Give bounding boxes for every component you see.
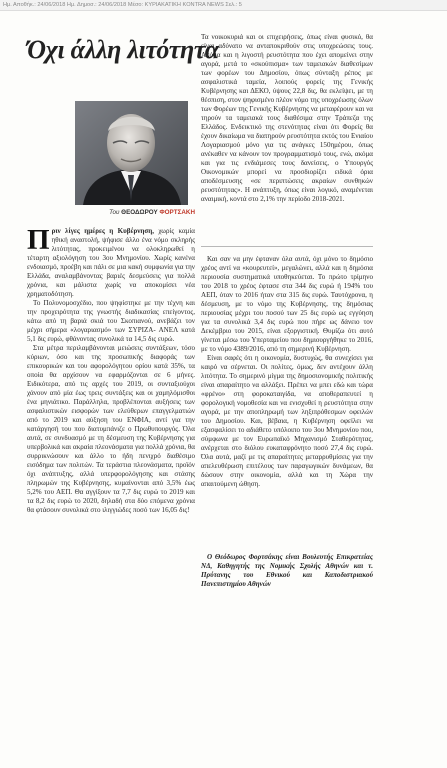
article-title: Όχι άλλη λιτότητα bbox=[27, 35, 219, 64]
drop-cap: Π bbox=[27, 224, 50, 256]
lead-in: ριν λίγες ημέρες η Κυβέρνηση, bbox=[51, 227, 154, 235]
column-divider bbox=[201, 246, 373, 247]
article-body-right bbox=[201, 255, 373, 489]
paragraph: Τα νοικοκυριά και οι επιχειρήσεις, όπως είναι φυσικό, θα είναι αδύνατο να ανταποκριθούν στις υποχρεώσεις τους. Ακόμα και η λιγοστή ρευστότητα που έχει απομείνει στην αγορά, μετά το «σκούπισμα» των ταμειακών διαθεσίμων των φορέων του Δημοσίου, όπως σύνταξη ρέπος με ασφαλιστικά ταμεία, λοιπούς φορείς της Γενικής Κυβέρνησης και ΔΕΚΟ, ύψους 22,8 δις, θα εκλείψει, με τη θέσπιση, στον ψηφισμένο πλέον νόμο της υποχρέωσης όλων των Φορέων της Γενικής Κυβέρνησης να μεταφέρουν και να τηρούν τα ταμειακά τους διαθέσιμα στην Τράπεζα της Ελλάδος. Ενδεικτικό της στενότητας είναι ότι Φορείς θα έχουν δικαίωμα να διατηρούν ρευστότητα εκτός του Ενιαίου Λογαριασμού μόνο για τις ανάγκες 150ημέρου, όπως ανέκαθεν να κάνουν τον προγραμματισμό τους, ενώ, ακόμα και για τις ενδιάμεσες τους δανείσεις, ο Υπουργός Οικονομικών μπορεί να προσδιορίζει ειδικά όρια αποδέσμευσης «σε περιπτώσεις ακραίων συνθηκών ρευστότητας». Η ανάπτυξη, όπως είναι λογικό, αναμένεται αναιμική, κοντά στο 2,1% την περίοδο 2018-2021. bbox=[201, 33, 373, 204]
clipping-meta-bar bbox=[0, 0, 447, 11]
paragraph: Στα μέτρα περιλαμβάνονται μειώσεις συντάξεων, τόσο κύριων, όσο και της προσωπικής διαφοράς των επικουρικών και του αφορολόγητου ορίου κατά 35%, τα οποία θα αρχίσουν να εφαρμόζονται σε 6 μήνες. Ειδικότερα, από τις αρχές του 2019, οι συνταξιούχοι χάνουν από μία έως τρεις συντάξεις και οι χαμηλόμισθοι ένα μηνιάτικο. Παράλληλα, προβλέπονται αυξήσεις των ασφαλιστικών εισφορών των ελεύθερων επαγγελματιών από το 2019 και αύξηση του ΕΝΦΙΑ, αντί για την κατάργησή του που διατυμπάνιζε ο Πρωθυπουργός. Όλα αυτά, σε συνδυασμό με τη δέσμευση της Κυβέρνησης για υπερβολικά και ακραία πλεονάσματα για πολλά χρόνια, θα συρρικνώσουν και άλλο το ήδη πενιχρό διαθέσιμο εισόδημα των πολιτών. Τα τεράστια πλεονάσματα, προϊόν όχι ανάπτυξης, αλλά υπερφορολόγησης και στάσης πληρωμών της Κυβέρνησης, κυμαίνονται από 3,5% έως 5,2% του ΑΕΠ. Θα αγγίξουν τα 7,7 δις ευρώ το 2019 και τα 8,2 δις ευρώ το 2020, δηλαδή στα δύο επόμενα χρόνια θα φτάσουν συνολικά στο ιλιγγιώδες ποσό των 16,05 δις! bbox=[27, 344, 195, 515]
paragraph: Είναι σαφές ότι η οικονομία, δυστυχώς, θα συνεχίσει για καιρό να σέρνεται. Οι πολίτες, όμως, δεν αντέχουν άλλη λιτότητα. Το σημερινό μίγμα της δημοσιονομικής πολιτικής είναι απαραίτητο να αλλάξει. Πρέπει να μπει εδώ και τώρα «φρένο» στη φοροκαταιγίδα, να αποθεραπευτεί η φορολογική νομοθεσία και να ενισχυθεί η ρευστότητα στην αγορά, με την αποπληρωμή των ληξιπρόθεσμων οφειλών του Δημοσίου. Και, βέβαια, η Κυβέρνηση οφείλει να εξασφαλίσει το αδιάθετο υπόλοιπο του 3ου Μνημονίου που, σύμφωνα με τον Ευρωπαϊκό Μηχανισμό Σταθερότητας, ανέρχεται στο διόλου ευκαταφρόνητο ποσό 27,4 δις ευρώ. Όλα αυτά, μαζί με τις απαραίτητες μεταρρυθμίσεις για την απελευθέρωση επιτέλους των παραγωγικών δυνάμεων, θα δώσουν στην οικονομία, αλλά και τη Χώρα την απαιτούμενη ώθηση. bbox=[201, 354, 373, 489]
paragraph: Το Πολυνομοσχέδιο, που ψηφίστηκε με την τέχνη και την προχειρότητα της γνωστής διαδικασίας επείγοντος, κάτω από τη βαριά σκιά του Σκοπιανού, ανεβάζει τον μέχρι σήμερα «λογαριασμό» των ΣΥΡΙΖΑ- ΑΝΕΛ κατά 5,1 δις ευρώ, φθάνοντας συνολικά τα 14,5 δις ευρώ. bbox=[27, 299, 195, 344]
author-photo bbox=[75, 101, 188, 205]
article-body-left bbox=[27, 224, 196, 516]
paragraph: Και σαν να μην έφταναν όλα αυτά, όχι μόνο το δημόσιο χρέος αντί να «κουρευτεί», μεγαλώνει, αλλά και η δημόσια περιουσία συστηματικά υποθηκεύεται. Το πρώτο τρίμηνο του 2018 το χρέος έφτασε στα 344 δις ευρώ ή 194% του ΑΕΠ, όταν το 2016 ήταν στα 315 δις ευρώ. Ταυτόχρονα, η δέσμευση, με το νόμο της Κυβέρνησης, της δημόσιας περιουσίας μέχρι του ποσού των 25 δις ευρώ ως εγγύηση για τα συνολικά 3,4 δις ευρώ που πήρε ως δάνειο τον Δεκέμβριο του 2015, είναι εξοργιστική. Θυμίζω ότι αυτό γίνεται μέσω του Υπερταμείου που δημιουργήθηκε το 2016, με το νόμο 4389/2016, από τη σημερινή Κυβέρνηση. bbox=[201, 255, 373, 354]
author-bio bbox=[201, 553, 373, 589]
author-bio-text: Ο Θεόδωρος Φορτσάκης είναι Βουλευτής Επικρατείας ΝΔ, Καθηγητής της Νομικής Σχολής Αθηνών και τ. Πρύτανης του Εθνικού και Καποδιστριακού Πανεπιστημίου Αθηνών bbox=[201, 553, 373, 589]
clipping-meta-text: Ημ. Αποθήκ.: 24/06/2018 Ημ. Δημοσ.: 24/06/2018 Μέσο: ΚΥΡΙΑΚΑΤΙΚΗ KONTRA NEWS Σελ.: 5 bbox=[3, 2, 242, 8]
byline-author-first: ΘΕΟΔΩΡΟΥ bbox=[121, 209, 158, 216]
byline-author-surname: ΦΟΡΤΣΑΚΗ bbox=[159, 209, 195, 216]
paragraph-text: χωρίς καμία ηθική αναστολή, ψήφισε άλλο ένα νόμο σκληρής λιτότητας, προκειμένου να ολοκληρωθεί η τέταρτη αξιολόγηση του 3ου Μνημονίου. Χωρίς κανένα ενδοιασμό, προέβη και πάλι σε μια κακή συμφωνία για την Ελλάδα, αναλαμβάνοντας βαριές δεσμεύσεις για πολλά χρόνια, και μάλιστα χωρίς να αποκομίσει νέα χρηματοδότηση. bbox=[27, 227, 196, 299]
article-body-right-top bbox=[201, 33, 373, 204]
left-column bbox=[27, 33, 219, 515]
paragraph bbox=[27, 224, 196, 299]
byline-prefix: Του bbox=[109, 209, 120, 216]
author-portrait-image bbox=[75, 101, 188, 205]
byline bbox=[27, 209, 195, 216]
